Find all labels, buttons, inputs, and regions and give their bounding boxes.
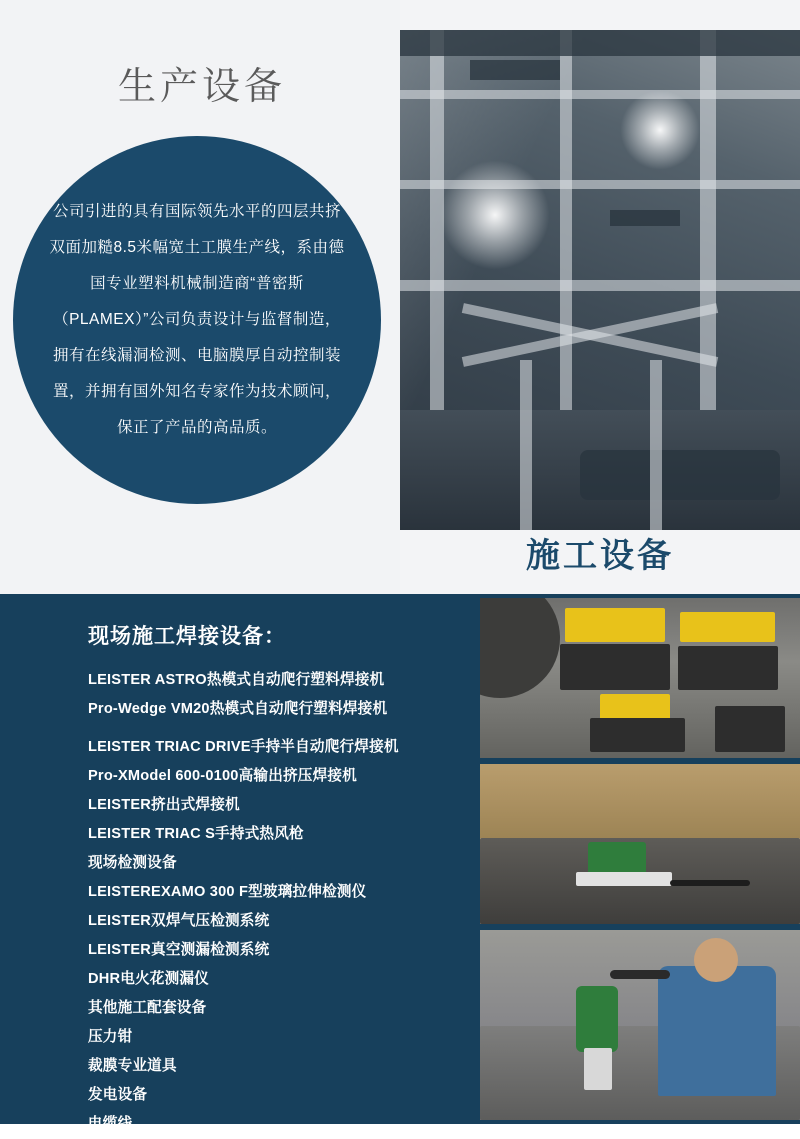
production-description-circle [13, 136, 381, 504]
welder-machine [600, 694, 670, 720]
page-title: 生产设备 [118, 66, 287, 108]
machine-case [590, 718, 685, 752]
photo-beam [400, 90, 800, 99]
welder-hose [610, 970, 670, 979]
construction-equipment-title: 施工设备 [526, 537, 674, 575]
machine-case [678, 646, 778, 690]
list-item: 压力钳 [88, 1029, 133, 1045]
extrusion-welder [576, 986, 618, 1052]
list-item: LEISTER真空测漏检测系统 [88, 942, 270, 958]
welder-nozzle [584, 1048, 612, 1090]
photo-light-glow [440, 160, 550, 270]
construction-equipment-section [0, 594, 800, 1132]
list-item: LEISTER双焊气压检测系统 [88, 913, 270, 929]
machine-case [560, 644, 670, 690]
list-item: Pro-Wedge VM20热模式自动爬行塑料焊接机 [88, 701, 388, 717]
photo-machinery [580, 450, 780, 500]
photo-column [520, 360, 532, 530]
construction-photo-column [480, 594, 800, 1124]
welder-machine [565, 608, 665, 642]
worker-head [694, 938, 738, 982]
list-item: 发电设备 [88, 1087, 148, 1103]
photo-structure [610, 210, 680, 226]
welder-machine [680, 612, 775, 642]
welding-on-site-photo [480, 764, 800, 924]
production-left-panel [0, 0, 400, 594]
worker-extrusion-welder-photo [480, 930, 800, 1120]
list-item: LEISTER TRIAC S手持式热风枪 [88, 826, 304, 842]
photo-light-glow [620, 90, 700, 170]
worker-body [658, 966, 776, 1096]
photo-ceiling [400, 30, 800, 56]
list-item: LEISTER TRIAC DRIVE手持半自动爬行焊接机 [88, 739, 399, 755]
list-item: DHR电火花测漏仪 [88, 971, 209, 987]
photo-beam [400, 280, 800, 291]
list-item: LEISTEREXAMO 300 F型玻璃拉伸检测仪 [88, 884, 367, 900]
machine-case [715, 706, 785, 752]
welding-machines-photo [480, 598, 800, 758]
list-item: 裁膜专业道具 [88, 1058, 177, 1074]
list-item: LEISTER挤出式焊接机 [88, 797, 240, 813]
cable [670, 880, 750, 886]
list-item: Pro-XModel 600-0100高输出挤压焊接机 [88, 768, 357, 784]
list-item: 其他施工配套设备 [88, 1000, 207, 1016]
equipment-list [88, 666, 480, 1139]
list-item: 现场检测设备 [88, 855, 177, 871]
list-item: 电缆线 [88, 1116, 133, 1132]
welder-device [588, 842, 646, 876]
welder-plate [576, 872, 672, 886]
production-description-text: 公司引进的具有国际领先水平的四层共挤双面加糙8.5米幅宽土工膜生产线，系由德国专业塑料机械制造商“普密斯（PLAMEX）”公司负责设计与监督制造，拥有在线漏洞检测、电脑膜厚自动控制装置，并拥有国外知名专家作为技术顾问，保正了产品的高品质。 [49, 203, 345, 436]
equipment-list-panel [0, 594, 480, 1132]
photo-column [650, 360, 662, 530]
equipment-list-heading: 现场施工焊接设备： [88, 625, 286, 648]
production-line-photo [400, 30, 800, 530]
photo-structure [470, 60, 560, 80]
list-item: LEISTER ASTRO热模式自动爬行塑料焊接机 [88, 672, 385, 688]
soil-area [480, 764, 800, 838]
